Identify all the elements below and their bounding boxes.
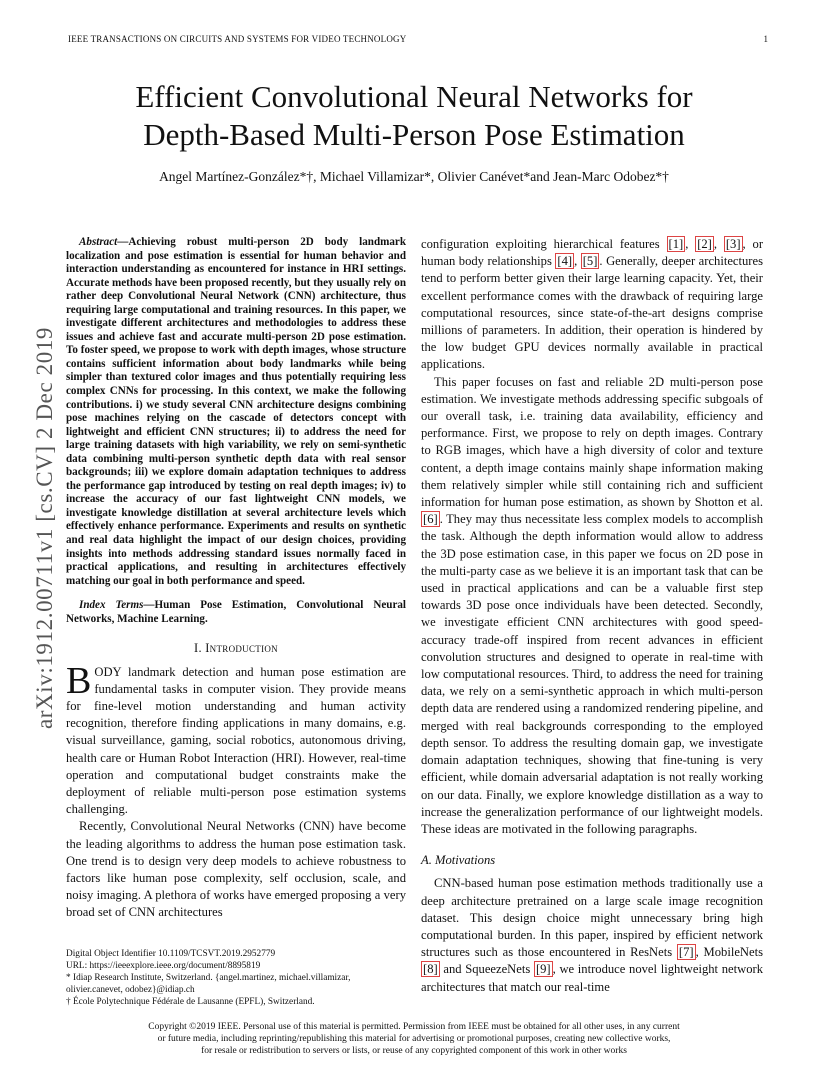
section-title: Introduction bbox=[205, 641, 278, 656]
abstract-label: Abstract bbox=[79, 236, 118, 248]
citation-link[interactable]: [5] bbox=[582, 254, 598, 269]
text-run: , MobileNets bbox=[695, 945, 764, 960]
left-column bbox=[66, 236, 406, 922]
text-run: . Generally, deeper architectures tend to perform better given their large learning capacity. Yet, their excellent performance comes with the drawback of requiring large computational resources, since state-of-the-art designs comprise millions of parameters. In addition, their operation is hindered by the low budget GPU devices normally available in practical applications. bbox=[421, 254, 763, 372]
copyright-line-3: for resale or redistribution to servers or lists, or reuse of any copyrighted component of this work in other works bbox=[201, 1046, 627, 1056]
text-run: This paper focuses on fast and reliable 2D multi-person pose estimation. We investigate methods addressing specific subgoals of our overall task, i.e. training data availability, efficiency and performance. First, we propose to rely on depth images. Contrary to RGB images, which have a high diversity of color and texture content, a depth image contains mainly shape information making them relatively simpler while still containing rich and sufficient information for human pose estimation, as shown by Shotton et al. bbox=[421, 374, 763, 510]
text-run: , bbox=[713, 237, 724, 251]
text-run: CNN-based human pose estimation methods traditionally use a deep architecture pretrained on a large scale image recognition dataset. This design choice might unnecessary bring high computational burden. In this paper, inspired by efficient network structures such as those encountered in ResNets bbox=[421, 876, 763, 960]
copyright-notice bbox=[70, 1021, 758, 1057]
section-number: I. bbox=[194, 641, 206, 656]
subsection-heading-motivations: A. Motivations bbox=[421, 853, 496, 868]
intro-paragraph-1 bbox=[66, 659, 406, 819]
text-run: , or human body relationships bbox=[421, 237, 764, 269]
text-run: , bbox=[685, 237, 696, 251]
text-run: . They may thus necessitate less complex models to accomplish the task. Although the depth information would allow to address the 3D pose estimation case, in this paper we focus on 2D pose in the multi-party case as we believe it is an important task that can be used in practical applications and can be a valuable first step towards 3D pose once individuals have been detected. Secondly, we investigate efficient CNN architectures with good speed-accuracy trade-off inspired from recent advances in efficient convolution structures and designed to operate in real-time with low computational resources. Third, to address the need for training data, we rely on a semi-synthetic approach in which multi-person depth data are rendered using a randomized rendering pipeline, and merged with real backgrounds corresponding to the employed depth sensor. To address the resulting domain gap, we investigate domain adaptation techniques, showing that fine-tuning is very efficient, while domain adversarial adaptation is not really working on our data. Finally, we explore knowledge distillation as a way to increase the generalization performance of our lightweight models. These ideas are motivated in the following paragraphs. bbox=[421, 512, 763, 836]
footnote-doi: Digital Object Identifier 10.1109/TCSVT.2019.2952779 bbox=[66, 949, 276, 959]
paper-title-line-1: Efficient Convolutional Neural Networks for bbox=[135, 79, 693, 114]
intro-paragraph-2: Recently, Convolutional Neural Networks (CNN) have become the leading algorithms to address the human pose estimation task. One trend is to design very deep models to achieve robustness to factors like human pose complexity, self occlusion, scale, and noisy imaging. A plethora of works have emerged proposing a very broad set of CNN architectures bbox=[66, 819, 406, 920]
citation-link[interactable]: [2] bbox=[697, 237, 712, 251]
copyright-line-2: or future media, including reprinting/republishing this material for advertising or promotional purposes, creating new collective works, bbox=[157, 1034, 671, 1044]
text-run: , bbox=[574, 254, 581, 269]
citation-link[interactable]: [3] bbox=[725, 237, 741, 251]
citation-link[interactable]: [7] bbox=[678, 945, 694, 960]
citation-link[interactable]: [4] bbox=[557, 254, 573, 269]
index-terms-label: Index Terms bbox=[79, 599, 144, 612]
right-paragraph-2 bbox=[421, 374, 763, 838]
citation-link[interactable]: [9] bbox=[535, 962, 551, 977]
running-header: IEEE TRANSACTIONS ON CIRCUITS AND SYSTEMS FOR VIDEO TECHNOLOGY bbox=[68, 34, 407, 44]
abstract bbox=[66, 236, 406, 588]
paper-title-line-2: Depth-Based Multi-Person Pose Estimation bbox=[143, 117, 685, 152]
copyright-line-1: Copyright ©2019 IEEE. Personal use of this material is permitted. Permission from IEEE must be obtained for all other uses, in any current bbox=[148, 1022, 680, 1032]
citation-link[interactable]: [6] bbox=[423, 512, 438, 527]
footnote-affiliation-2: † École Polytechnique Fédérale de Lausanne (EPFL), Switzerland. bbox=[66, 997, 315, 1007]
paper-title bbox=[70, 78, 758, 154]
footnote-affiliation-1: * Idiap Research Institute, Switzerland. {angel.martinez, michael.villamizar, olivier.canevet, odobez}@idiap.ch bbox=[66, 973, 351, 995]
section-heading-introduction bbox=[66, 640, 406, 657]
footnotes bbox=[66, 948, 406, 1008]
footnote-url: URL: https://ieeexplore.ieee.org/document/8895819 bbox=[66, 961, 261, 971]
author-list: Angel Martínez-González*†, Michael Villamizar*, Olivier Canévet*and Jean-Marc Odobez*† bbox=[159, 169, 669, 184]
text-run: , we introduce novel lightweight network architectures that match our real-time bbox=[421, 962, 763, 994]
intro-paragraph-1-text: ODY landmark detection and human pose estimation are fundamental tasks in computer vision. They provide means for fine-level motion understanding and human activity recognition, therefore finding applications in many domains, e.g. visual surveillance, gaming, social robotics, autonomous driving, health care or Human Robot Interaction (HRI). However, real-time operation and computational budget constraints make the deployment of reliable multi-person pose estimation systems challenging. bbox=[66, 664, 406, 817]
index-terms-text: —Human Pose Estimation, Convolutional Neural Networks, Machine Learning. bbox=[66, 599, 406, 625]
drop-cap: B bbox=[66, 659, 92, 702]
page-number: 1 bbox=[763, 34, 768, 44]
right-column bbox=[421, 236, 763, 996]
arxiv-stamp-text: arXiv:1912.00711v1 [cs.CV] 2 Dec 2019 bbox=[32, 326, 57, 730]
text-run: and SqueezeNets bbox=[439, 962, 534, 977]
index-terms bbox=[66, 599, 406, 626]
text-run: configuration exploiting hierarchical features bbox=[421, 237, 667, 251]
abstract-text: —Achieving robust multi-person 2D body landmark localization and pose estimation is essential for human behavior and interaction understanding as encountered for instance in HRI settings. Accurate methods have been proposed recently, but they usually rely on rather deep Convolutional Neural Network (CNN) architecture, thus requiring large computational and training resources. In this paper, we investigate different architectures and methodologies to address these issues and achieve fast and accurate multi-person 2D pose estimation. To foster speed, we propose to work with depth images, whose structure contains sufficient information about body landmarks while being simpler than textured color images and thus potentially requiring less complex CNNs for processing. In this context, we make the following contributions. i) we study several CNN architecture designs combining pose machines relying on the cascade of detectors concept with lightweight and efficient CNN structures; ii) to address the need for large training datasets with high variability, we rely on semi-synthetic data combining multi-person synthetic depth data with real sensor backgrounds; iii) we explore domain adaptation techniques to address the performance gap introduced by testing on real depth images; iv) to increase the accuracy of our fast lightweight CNN models, we investigate knowledge distillation at several architecture levels which effectively enhance performance. Experiments and results on synthetic and real data highlight the impact of our design choices, providing insights into methods addressing standard issues normally faced in practical applications, and resulting in architectures effectively matching our goal in both performance and speed. bbox=[66, 236, 406, 587]
right-paragraph-3 bbox=[421, 875, 763, 995]
citation-link[interactable]: [8] bbox=[423, 962, 438, 977]
right-paragraph-1 bbox=[421, 236, 763, 374]
citation-link[interactable]: [1] bbox=[668, 237, 684, 251]
arxiv-stamp bbox=[32, 290, 57, 760]
